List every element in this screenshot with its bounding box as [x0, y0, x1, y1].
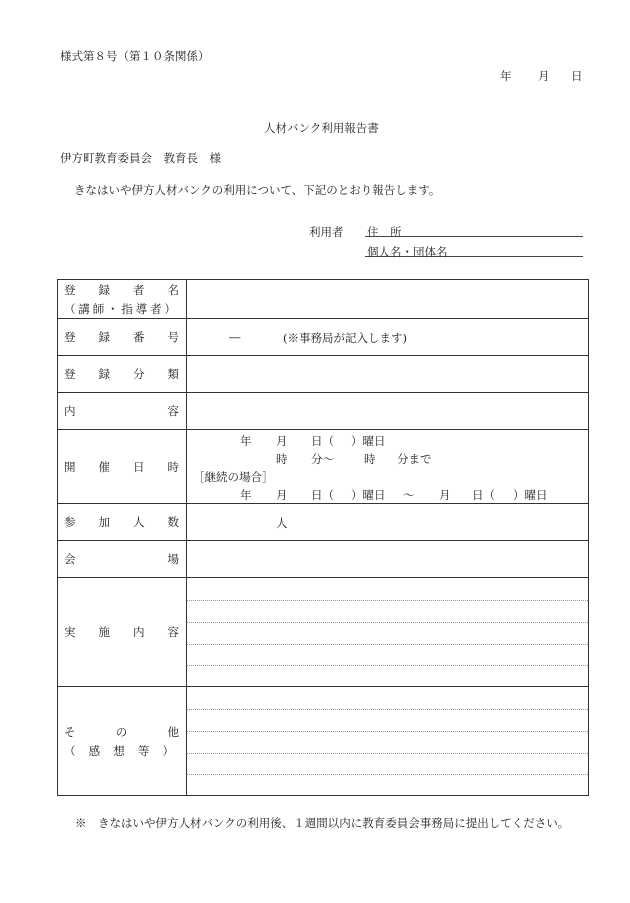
name-label: 個人名・団体名 — [367, 245, 448, 259]
cont-end-weekday: ）曜日 — [513, 488, 548, 502]
date-month: 月 — [538, 69, 550, 83]
reg-category-field[interactable] — [187, 356, 589, 393]
row-venue — [58, 541, 589, 578]
event-hour: 時 — [276, 452, 288, 466]
address-label: 住 所 — [367, 225, 402, 239]
label-char: 名 — [167, 282, 179, 297]
ruled-line — [187, 600, 588, 601]
label-char: の — [115, 724, 128, 739]
label-char: 会 — [64, 552, 76, 566]
label-char: 類 — [167, 367, 179, 381]
cont-tilde: ～ — [403, 488, 415, 502]
label-char: 号 — [167, 330, 179, 344]
label-char: 者 — [150, 301, 162, 316]
reg-number-field[interactable] — [187, 319, 589, 356]
label-char: 日 — [133, 459, 145, 474]
row-content — [58, 393, 589, 430]
other-field[interactable] — [187, 687, 589, 796]
ruled-line — [187, 753, 588, 754]
name-line[interactable] — [365, 256, 583, 257]
implementation-field[interactable] — [187, 578, 589, 687]
label-char: 者 — [133, 282, 145, 297]
label-char: 導 — [135, 301, 148, 316]
row-reg-category — [58, 356, 589, 393]
content-field[interactable] — [187, 393, 589, 430]
label-char: 参 — [64, 515, 76, 529]
label-char: 容 — [167, 404, 179, 418]
event-hour-end: 時 — [364, 452, 376, 466]
row-other — [58, 687, 589, 796]
label-char: 等 — [137, 743, 150, 758]
event-minute: 分～ — [311, 452, 334, 466]
cont-start-weekday: ）曜日 — [351, 488, 386, 502]
label-char: 録 — [98, 282, 110, 297]
reg-number-note: (※事務局が記入します) — [283, 331, 407, 345]
label-char: 数 — [167, 515, 179, 529]
label-char: 内 — [64, 404, 76, 418]
date-year: 年 — [500, 69, 512, 83]
event-weekday: ）曜日 — [351, 434, 386, 448]
event-month: 月 — [276, 434, 288, 448]
label-char: 場 — [167, 552, 179, 566]
label-char: 人 — [133, 515, 145, 529]
row-reg-number — [58, 319, 589, 356]
label-char: 開 — [64, 459, 76, 474]
ruled-line — [187, 731, 588, 732]
label-char: 録 — [98, 367, 110, 381]
event-date-field[interactable] — [187, 430, 589, 504]
intro-text: きなはいや伊方人材バンクの利用について、下記のとおり報告します。 — [74, 183, 441, 197]
cont-end-month: 月 — [439, 488, 451, 502]
reg-number-dash: ― — [229, 330, 241, 344]
label-char: ） — [164, 301, 176, 316]
label-char: そ — [64, 724, 76, 739]
user-label: 利用者 — [309, 225, 344, 239]
label-char: 登 — [64, 367, 76, 381]
label-char: 想 — [113, 743, 125, 758]
label-char: 加 — [98, 515, 110, 529]
cont-end-day: 日（ — [472, 488, 495, 502]
label-char: 内 — [133, 625, 145, 639]
ruled-line — [187, 622, 588, 623]
event-minute-end: 分まで — [397, 452, 432, 466]
cont-start-year: 年 — [240, 488, 252, 502]
cont-start-month: 月 — [276, 488, 288, 502]
row-participants — [58, 504, 589, 541]
event-day: 日（ — [311, 434, 334, 448]
label-char: 容 — [167, 625, 179, 639]
participants-field[interactable] — [187, 504, 589, 541]
event-year: 年 — [240, 434, 252, 448]
label-char: 施 — [98, 625, 110, 639]
addressee: 伊方町教育委員会 教育長 様 — [60, 151, 221, 165]
label-char: 録 — [98, 330, 110, 344]
label-char: 番 — [133, 330, 145, 344]
label-char: 他 — [167, 724, 179, 739]
label-char: 時 — [167, 459, 179, 474]
row-implementation — [58, 578, 589, 687]
row-registrant-name — [58, 280, 589, 319]
venue-field[interactable] — [187, 541, 589, 578]
ruled-line — [187, 665, 588, 666]
label-char: ・ — [107, 301, 119, 316]
label-char: 講 — [78, 301, 90, 316]
label-char: 催 — [98, 459, 110, 474]
label-char: 実 — [64, 625, 76, 639]
label-char: 登 — [64, 330, 76, 344]
row-event-date — [58, 430, 589, 504]
registrant-name-field[interactable] — [187, 280, 589, 319]
form-number: 様式第８号（第１０条関係） — [60, 49, 210, 63]
label-char: 感 — [88, 743, 101, 758]
participants-unit: 人 — [276, 516, 288, 530]
date-day: 日 — [571, 69, 583, 83]
label-char: 登 — [64, 282, 76, 297]
footer-note: ※ きなはいや伊方人材バンクの利用後、１週間以内に教育委員会事務局に提出してください。 — [75, 816, 570, 830]
label-char: 師 — [92, 301, 105, 316]
label-char: 指 — [121, 301, 133, 316]
label-char: ） — [162, 743, 174, 758]
label-char: （ — [64, 301, 76, 316]
label-char: 分 — [133, 367, 145, 381]
ruled-line — [187, 644, 588, 645]
cont-start-day: 日（ — [311, 488, 334, 502]
document-title: 人材バンク利用報告書 — [264, 121, 379, 135]
label-char: （ — [64, 743, 76, 758]
ruled-line — [187, 774, 588, 775]
continuation-label: ［継続の場合］ — [193, 470, 274, 484]
ruled-line — [187, 709, 588, 710]
report-form-table — [57, 279, 589, 796]
address-line[interactable] — [365, 236, 583, 237]
